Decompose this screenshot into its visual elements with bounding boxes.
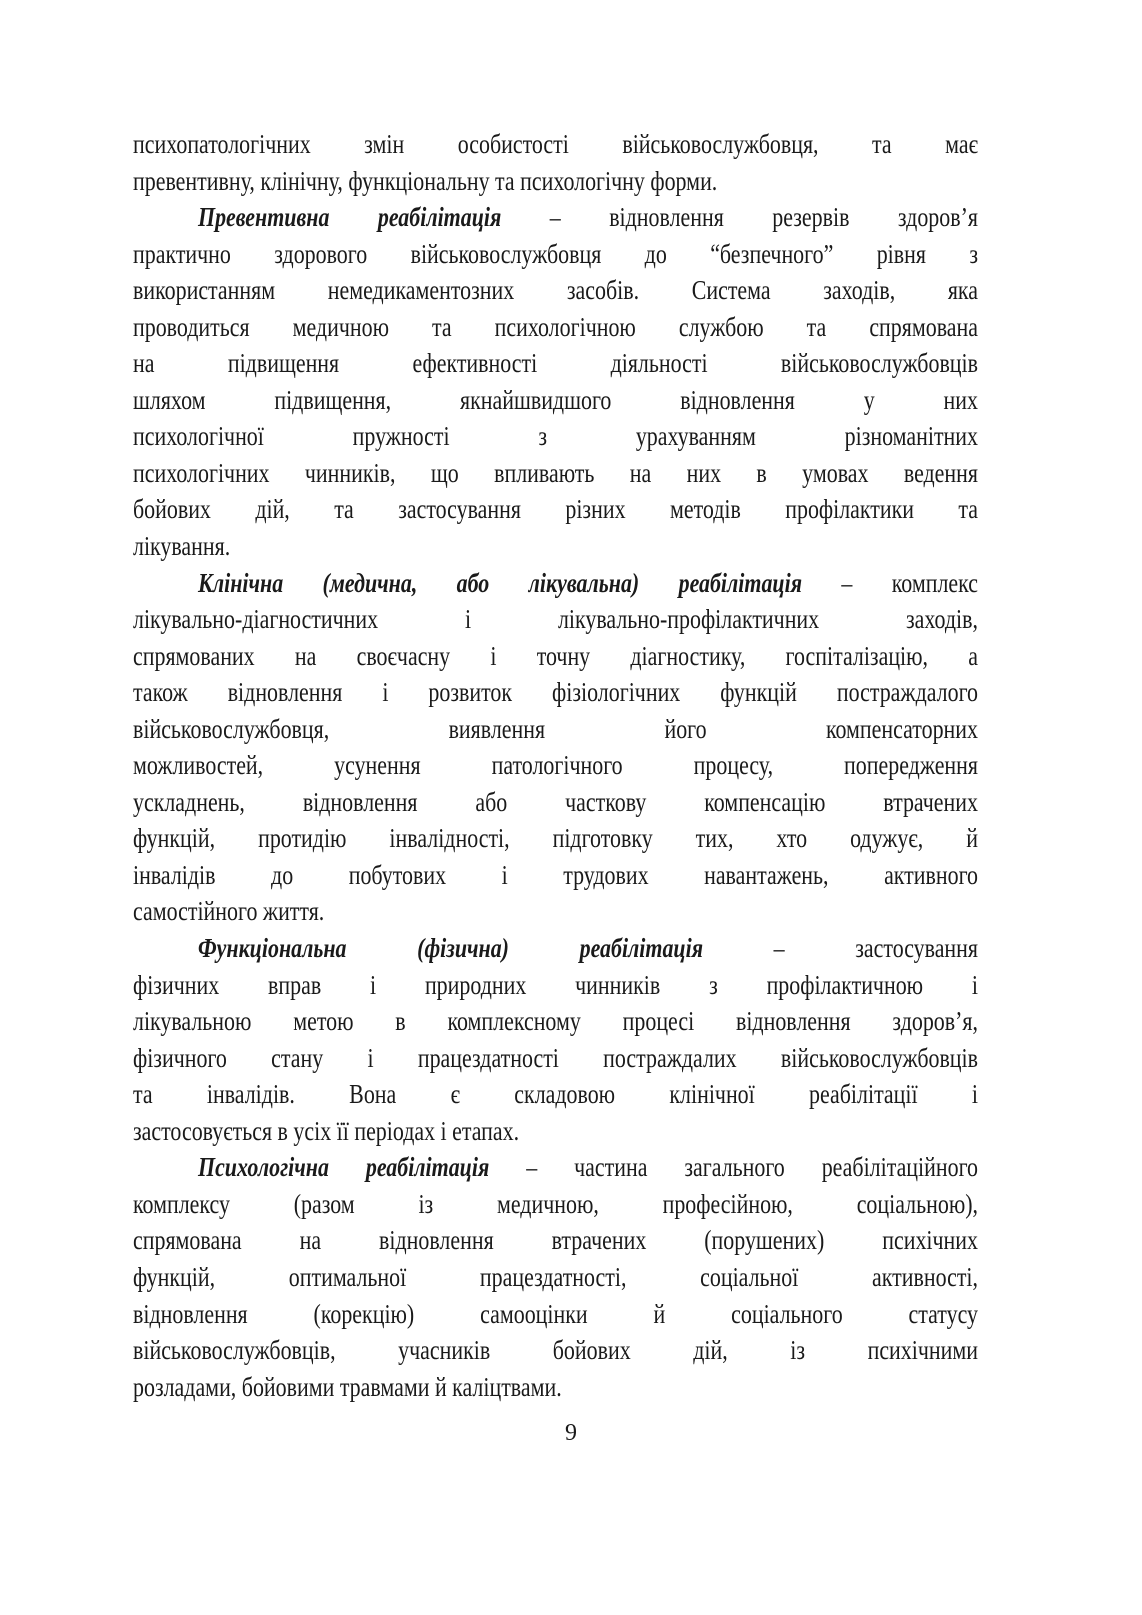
term-psychological: Психологічна реабілітація	[198, 1152, 490, 1183]
text-line: функцій, протидію інвалідності, підготовку тих, хто одужує, й	[133, 823, 978, 854]
text-line: ускладнень, відновлення або часткову компенсацію втрачених	[133, 786, 978, 817]
term-clinical: Клінічна (медична, або лікувальна) реабілітація	[198, 567, 803, 598]
text-line: військовослужбовця, виявлення його компенсаторних	[133, 713, 978, 744]
text-line: фізичного стану і працездатності постраждалих військовослужбовців	[133, 1042, 978, 1073]
text-line: застосовується в усіх її періодах і етапах.	[133, 1115, 520, 1146]
text-line: проводиться медичною та психологічною службою та спрямована	[133, 311, 978, 342]
page-body	[133, 126, 978, 1405]
text-line: спрямованих на своєчасну і точну діагностику, госпіталізацію, а	[133, 640, 978, 671]
page-number: 9	[565, 1420, 577, 1446]
text-line: розладами, бойовими травмами й каліцтвами.	[133, 1371, 562, 1402]
paragraph-heading-functional: Функціональна (фізична) реабілітація – застосування	[198, 933, 979, 964]
text-line: психологічної пружності з урахуванням різноманітних	[133, 421, 978, 452]
text-line: та інвалідів. Вона є складовою клінічної реабілітації і	[133, 1079, 978, 1110]
text-line: психопатологічних змін особистості військовослужбовця, та має	[133, 129, 978, 159]
text-line: шляхом підвищення, якнайшвидшого відновлення у них	[133, 384, 978, 415]
text-line: превентивну, клінічну, функціональну та психологічну форми.	[133, 165, 718, 196]
text-line: спрямована на відновлення втрачених (порушених) психічних	[133, 1225, 978, 1256]
text-line: лікувально-діагностичних і лікувально-профілактичних заходів,	[133, 604, 978, 635]
text-line: лікувальною метою в комплексному процесі відновлення здоров’я,	[133, 1006, 978, 1037]
text-line: інвалідів до побутових і трудових навантажень, активного	[133, 859, 978, 890]
text-line: практично здорового військовослужбовця до “безпечного” рівня з	[133, 238, 978, 269]
paragraph-heading-preventive: Превентивна реабілітація – відновлення резервів здоров’я	[198, 202, 978, 233]
paragraph-heading-clinical: Клінічна (медична, або лікувальна) реабілітація – комплекс	[198, 567, 978, 598]
text-line: функцій, оптимальної працездатності, соціальної активності,	[133, 1261, 978, 1292]
text-line: використанням немедикаментозних засобів. Система заходів, яка	[133, 275, 978, 306]
term-preventive: Превентивна реабілітація	[198, 202, 502, 233]
text-line: самостійного життя.	[133, 896, 325, 927]
text-line: комплексу (разом із медичною, професійною, соціальною),	[133, 1188, 978, 1219]
text-line: на підвищення ефективності діяльності військовослужбовців	[133, 348, 978, 379]
paragraph-heading-psychological: Психологічна реабілітація – частина загального реабілітаційного	[198, 1152, 979, 1183]
term-functional: Функціональна (фізична) реабілітація	[198, 933, 704, 964]
text-line: лікування.	[133, 531, 231, 562]
text-line: психологічних чинників, що впливають на них в умовах ведення	[133, 457, 978, 488]
text-line: можливостей, усунення патологічного процесу, попередження	[133, 750, 978, 781]
text-line: відновлення (корекцію) самооцінки й соціального статусу	[133, 1298, 978, 1329]
text-line: також відновлення і розвиток фізіологічних функцій постраждалого	[133, 677, 978, 708]
text-line: бойових дій, та застосування різних методів профілактики та	[133, 494, 978, 525]
text-line: військовослужбовців, учасників бойових дій, із психічними	[133, 1335, 978, 1366]
text-line: фізичних вправ і природних чинників з профілактичною і	[133, 969, 978, 1000]
